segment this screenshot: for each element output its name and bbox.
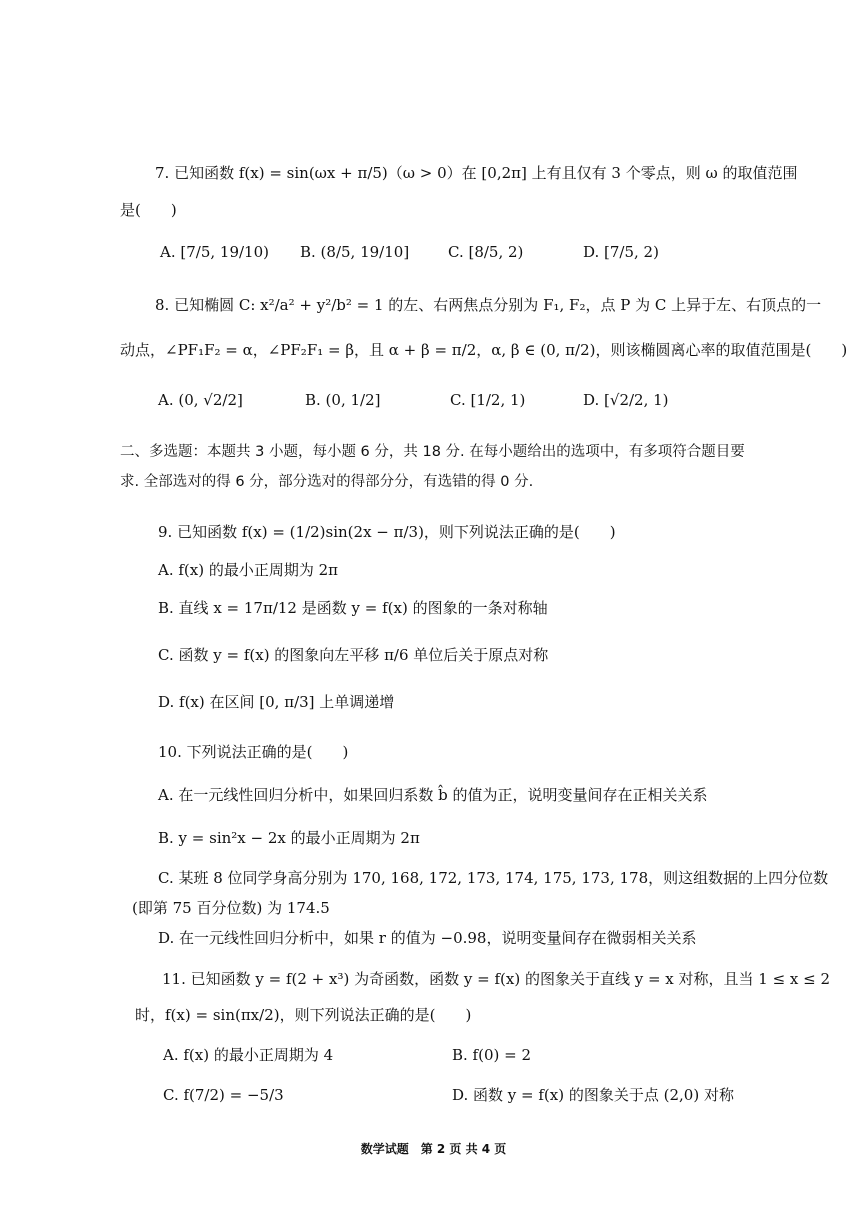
q9-option-a: A. f(x) 的最小正周期为 2π [158,561,339,579]
section2-heading-line1: 二、多选题：本题共 3 小题，每小题 6 分，共 18 分. 在每小题给出的选项中，有多项符合题目要 [120,444,745,460]
q7-option-c: C. [8/5, 2) [448,243,524,261]
q8-stem-line2: 动点，∠PF₁F₂ = α，∠PF₂F₁ = β，且 α + β = π/2，α, β ∈ (0, π/2)，则该椭圆离心率的取值范围是( ) [120,341,848,359]
q11-stem-line2: 时，f(x) = sin(πx/2)，则下列说法正确的是( ) [135,1006,472,1024]
q9-option-d: D. f(x) 在区间 [0, π/3] 上单调递增 [158,693,395,711]
q10-option-c-line1: C. 某班 8 位同学身高分别为 170, 168, 172, 173, 174, 175, 173, 178，则这组数据的上四分位数 [158,869,829,887]
q10-option-d: D. 在一元线性回归分析中，如果 r 的值为 −0.98，说明变量间存在微弱相关关系 [158,929,697,947]
q11-option-c: C. f(7/2) = −5/3 [163,1086,284,1104]
q11-stem-line1: 11. 已知函数 y = f(2 + x³) 为奇函数，函数 y = f(x) 的图象关于直线 y = x 对称，且当 1 ≤ x ≤ 2 [162,970,831,988]
q7-stem-line1: 7. 已知函数 f(x) = sin(ωx + π/5)（ω > 0）在 [0,2π] 上有且仅有 3 个零点，则 ω 的取值范围 [155,164,798,182]
q11-option-b: B. f(0) = 2 [452,1046,532,1064]
q10-stem: 10. 下列说法正确的是( ) [158,743,349,761]
page-footer: 数学试题 第 2 页 共 4 页 [360,1142,507,1156]
q10-option-c-line2: (即第 75 百分位数) 为 174.5 [132,899,330,917]
q8-option-c: C. [1/2, 1) [450,391,526,409]
q7-option-b: B. (8/5, 19/10] [300,243,410,261]
q9-stem: 9. 已知函数 f(x) = (1/2)sin(2x − π/3)，则下列说法正确的是( ) [158,523,616,541]
q9-option-c: C. 函数 y = f(x) 的图象向左平移 π/6 单位后关于原点对称 [158,646,549,664]
q7-option-d: D. [7/5, 2) [583,243,659,261]
q7-stem-line2: 是( ) [120,201,177,219]
q7-option-a: A. [7/5, 19/10) [160,243,269,261]
q8-option-a: A. (0, √2/2] [158,391,243,409]
q11-option-d: D. 函数 y = f(x) 的图象关于点 (2,0) 对称 [452,1086,734,1104]
q8-option-d: D. [√2/2, 1) [583,391,669,409]
q8-option-b: B. (0, 1/2] [305,391,381,409]
section2-heading-line2: 求. 全部选对的得 6 分，部分选对的得部分分，有选错的得 0 分. [120,474,534,490]
q11-option-a: A. f(x) 的最小正周期为 4 [163,1046,334,1064]
q8-stem-line1: 8. 已知椭圆 C: x²/a² + y²/b² = 1 的左、右两焦点分别为 F₁, F₂，点 P 为 C 上异于左、右顶点的一 [155,296,822,314]
q10-option-a: A. 在一元线性回归分析中，如果回归系数 b̂ 的值为正，说明变量间存在正相关关系 [158,786,708,804]
q10-option-b: B. y = sin²x − 2x 的最小正周期为 2π [158,829,420,847]
q9-option-b: B. 直线 x = 17π/12 是函数 y = f(x) 的图象的一条对称轴 [158,599,548,617]
